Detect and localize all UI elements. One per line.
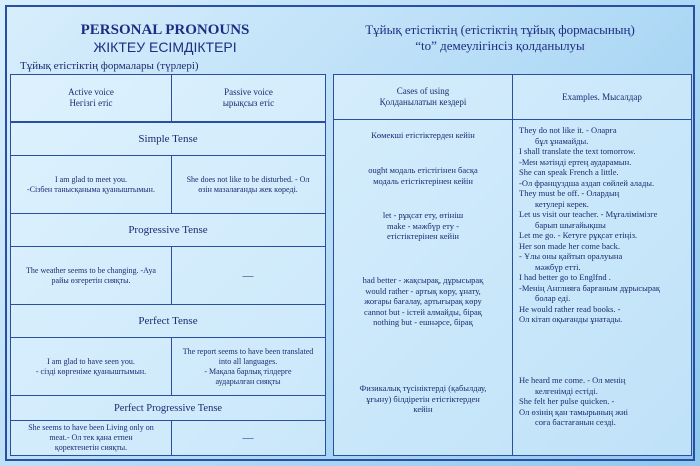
title-english: PERSONAL PRONOUNS [80, 22, 250, 38]
perfect-progressive-active-example: She seems to have been Living only on meat.- Ол тек қана етпен қоректенетін сияқты. [28, 423, 154, 452]
simple-active-example: I am glad to meet you. -Сізбен танысқаныма қуаныштымын. [27, 174, 155, 194]
left-table [10, 74, 326, 456]
section-perfect-tense: Perfect Tense [138, 315, 198, 327]
title-kazakh: ЖІКТЕУ ЕСІМДІКТЕРІ [93, 39, 237, 55]
right-title-line1: Тұйық етістіктің (етістіктің тұйық формасының) [365, 22, 635, 37]
case-auxiliary: Көмекші етістіктерден кейін [371, 130, 475, 140]
right-table [333, 74, 692, 456]
examples-group-1: They do not like it. - Оларға бұл ұнамайды. I shall translate the text tomorrow. -Мен мәтінді ертең аударамын. She can speak French a little. -Ол француздша аздап сөйлей алады. They must be off. - Олардың кетулері керек. Let us visit our teacher. - Мұғалімімізге барып шығайықшы Let me go. - Кетуге рұқсат етіңіз. Her son made her come back. - Ұлы оны қайтып оралуына мәжбүр етті. I had better go to Englfnd . -Менің Англияға барғаным дұрысырақ болар еді. He would rather read books. - Ол кітап оқығанды ұнатады. [519, 125, 661, 324]
perfect-active-example: I am glad to have seen you. - сізді көргеніме қуаныштымын. [35, 356, 147, 376]
progressive-active-example: The weather seems to be changing. -Ауа райы өзгеретін сияқты. [26, 265, 156, 285]
simple-passive-example: She does not like to be disturbed. - Ол өзін мазалағанды жек көреді. [186, 174, 310, 194]
case-had-better: had better - жақсырақ, дұрысырақ would rather - артық көру, ұнату, жоғары бағалау, артығырақ көру cannot but - істей алмайды, бірақ nothing but - ешнәрсе, бірақ [362, 275, 484, 327]
case-perception: Физикалық түсініктерді (қабылдау, ұғыну) білдіретін етістіктерден кейін [359, 383, 487, 414]
right-title-line2: “to” демеулігінсіз қолданылуы [415, 38, 585, 53]
section-simple-tense: Simple Tense [138, 133, 198, 145]
examples-group-2: He heard me come. - Ол менің келгенімді естіді. She felt her pulse quicken. - Ол өзінің қан тамырының жиі соға бастағанын сезді. [519, 375, 628, 427]
case-let-make: let - рұқсат ету, өтініш make - мәжбүр ету - етістіктерінен кейін [382, 210, 464, 241]
case-modal: ought модаль етістігінен басқа модаль етістіктерінен кейін [368, 165, 478, 186]
perfect-progressive-passive-example: — [242, 432, 254, 444]
progressive-passive-example: — [242, 269, 254, 282]
section-progressive-tense: Progressive Tense [128, 224, 208, 236]
active-voice-header: Active voice Негізгі етіс [68, 87, 114, 108]
perfect-passive-example: The report seems to have been translated into all languages. - Мақала барлық тілдерге аударылған сияқты [182, 346, 314, 386]
cases-header: Cases of using Қолданылатын кездері [379, 86, 467, 107]
section-perfect-progressive-tense: Perfect Progressive Tense [113, 402, 223, 414]
examples-header: Examples. Мысалдар [562, 91, 642, 102]
left-subtitle: Тұйық етістіктің формалары (түрлері) [20, 60, 199, 72]
passive-voice-header: Passive voice ырықсыз етіс [222, 87, 275, 108]
